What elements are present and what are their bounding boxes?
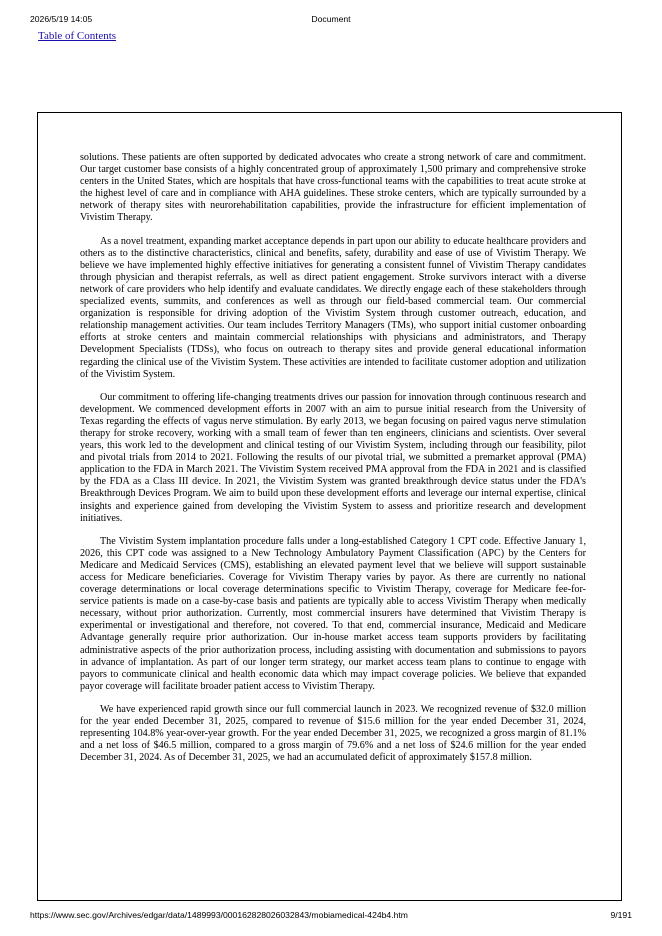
document-page	[37, 112, 622, 901]
paragraph-continuation: solutions. These patients are often supported by dedicated advocates who create a strong network of care and commitment. Our target customer base consists of a highly concentrated group of approximately 1,500 primary and comprehensive stroke centers in the United States, which are hospitals that have cross-functional teams with the capabilities to treat acute stroke at the highest level of care and in compliance with AHA guidelines. These stroke centers, which are typically surrounded by a network of therapy sites with neurorehabilitation capabilities, provide the infrastructure for efficient implementation of Vivistim Therapy.	[80, 152, 586, 224]
page-number: 9/191	[610, 910, 632, 920]
table-of-contents-link[interactable]: Table of Contents	[38, 30, 117, 42]
paragraph-reimbursement: The Vivistim System implantation procedure falls under a long-established Category 1 CPT code. Effective January 1, 2026, this CPT code was assigned to a New Technology Ambulatory Payment Classification (APC) by the Centers for Medicare and Medicaid Services (CMS), establishing an elevated payment level that we believe will support sustainable access for Medicare beneficiaries. Coverage for Vivistim Therapy varies by payor. As there are currently no national coverage determinations or local coverage determinations specific to Vivistim Therapy, coverage for Medicare fee-for-service patients is made on a case-by-case basis and patients are typically able to access Vivistim Therapy when medically necessary, without prior authorization. Currently, most commercial insurers have determined that Vivistim Therapy is experimental or investigational and therefore, not covered. To that end, commercial insurance, Medicaid and Medicare Advantage generally require prior authorization. Our in-house market access team supports providers by facilitating administrative aspects of the prior authorization process, including assisting with documentation and submissions to payors in advance of implantation. As part of our longer term strategy, our market access team plans to continue to engage with payors to communicate clinical and health economic data which may impact coverage policies. We believe that expanded payor coverage will facilitate broader patient access to Vivistim Therapy.	[80, 535, 586, 692]
print-header	[0, 14, 662, 28]
print-url: https://www.sec.gov/Archives/edgar/data/1489993/000162828026032843/mobiamedical-424b4.htm	[30, 910, 408, 920]
paragraph-research-development: Our commitment to offering life-changing treatments drives our passion for innovation through continuous research and development. We commenced development efforts in 2007 with an aim to pursue initial research from the University of Texas regarding the effects of vagus nerve stimulation. By early 2013, we began focusing on paired vagus nerve stimulation therapy for stroke recovery, working with a small team of fewer than ten engineers, clinicians and scientists. Over several years, this work led to the development and clinical testing of our Vivistim System, including through our feasibility, pilot and pivotal trials from 2014 to 2021. Following the results of our pivotal trial, we submitted a premarket approval (PMA) application to the FDA in March 2021. The Vivistim System received PMA approval from the FDA in 2021 and is classified by the FDA as a Class III device. In 2021, the Vivistim System was granted breakthrough device status under the FDA's Breakthrough Devices Program. We aim to build upon these development efforts and leverage our internal expertise, clinical insights and experience gained from developing the Vivistim System to assess and prioritize research and development initiatives.	[80, 391, 586, 524]
print-document-title: Document	[311, 14, 351, 24]
document-body	[80, 152, 586, 775]
paragraph-financial-growth: We have experienced rapid growth since our full commercial launch in 2023. We recognized revenue of $32.0 million for the year ended December 31, 2025, compared to revenue of $15.6 million for the year ended December 31, 2024, representing 104.8% year-over-year growth. For the year ended December 31, 2025, we recognized a gross margin of 81.1% and a net loss of $46.5 million, compared to a gross margin of 79.6% and a net loss of $24.6 million for the year ended December 31, 2024. As of December 31, 2025, we had an accumulated deficit of approximately $157.8 million.	[80, 703, 586, 764]
paragraph-market-acceptance: As a novel treatment, expanding market acceptance depends in part upon our ability to educate healthcare providers and others as to the distinctive characteristics, clinical and benefits, safety, durability and ease of use of Vivistim Therapy. We believe we have implemented highly effective initiatives for generating a consistent funnel of Vivistim Therapy candidates through physician and therapist referrals, as well as direct patient engagement. Stroke survivors interact with a diverse network of care providers who help identify and evaluate candidates. We directly engage each of these stakeholders through specialized events, summits, and conferences as well as through our field-based commercial team. Our commercial organization is responsible for driving adoption of the Vivistim System through customer outreach, education, and relationship management activities. Our team includes Territory Managers (TMs), who support initial customer onboarding efforts at stroke centers and maintain commercial relationships with physicians and administrators, and Therapy Development Specialists (TDSs), who focus on outreach to therapy sites and provide general educational information regarding the clinical use of the Vivistim System. These activities are intended to facilitate customer adoption and utilization of the Vivistim System.	[80, 235, 586, 380]
print-footer	[0, 910, 662, 924]
print-datetime: 2026/5/19 14:05	[30, 14, 93, 24]
